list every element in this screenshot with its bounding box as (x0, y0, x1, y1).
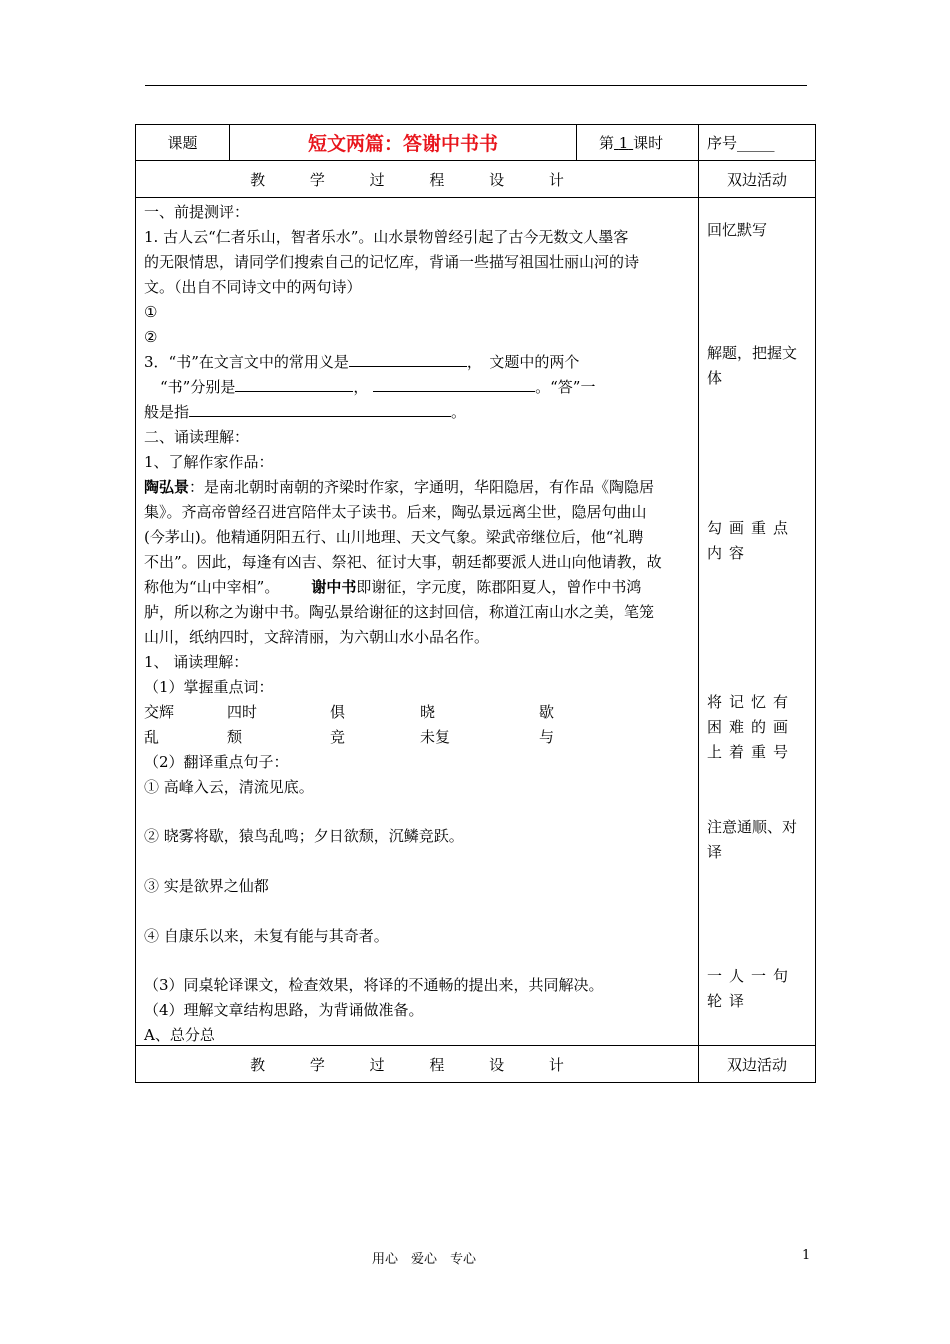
topic-label: 课题 (167, 134, 198, 152)
keyword: 俱 (330, 703, 346, 721)
q1-line1: 1. 古人云“仁者乐山，智者乐水”。山水景物曾经引起了古今无数文人墨客 (144, 228, 629, 246)
q1-line3: 文。（出自不同诗文中的两句诗） (144, 278, 362, 296)
title-cell (230, 125, 577, 160)
lesson-number: 1 (618, 133, 629, 152)
note-title-analysis: 解题，把握文体 (707, 344, 798, 387)
sentence-4: ④ 自康乐以来，未复有能与其奇者。 (144, 927, 389, 945)
activity-heading-cell (699, 161, 815, 197)
part2-heading: 二、诵读理解： (144, 428, 250, 446)
keyword: 晓 (420, 703, 436, 721)
blank-da-meaning[interactable] (189, 403, 451, 417)
sentence-3: ③ 实是欲界之仙都 (144, 877, 269, 895)
author-intro-6: 胪，所以称之为谢中书。陶弘景给谢征的这封回信，称道江南山水之美，笔笼 (144, 603, 655, 621)
recipient-name: 谢中书 (311, 578, 357, 596)
author-intro-1: 陶弘景：是南北朝时南朝的齐梁时作家，字通明，华阳隐居，有作品《陶隐居 (144, 478, 655, 496)
sentence-2: ② 晓雾将歇，猿鸟乱鸣；夕日欲颓，沉鳞竞跃。 (144, 827, 464, 845)
structure-step: （4）理解文章结构思路，为背诵做准备。 (144, 1001, 424, 1019)
keyword: 歇 (539, 703, 555, 721)
q1-line2: 的无限情思，请同学们搜索自己的记忆库，背诵一些描写祖国壮丽山河的诗 (144, 253, 640, 271)
author-intro-7: 山川，纸纳四时，文辞清丽，为六朝山水小品名作。 (144, 628, 490, 646)
author-intro-4: 不出”。因此，每逢有凶吉、祭祀、征讨大事，朝廷都要派人进山向他请教，故 (144, 553, 662, 571)
author-intro-5: 称他为“山中宰相”。 谢中书即谢征，字元度，陈郡阳夏人，曾作中书鸿 (144, 578, 642, 596)
author-intro-3: (今茅山)。他精通阴阳五行、山川地理、天文气象。梁武帝继位后，他“礼聘 (144, 528, 644, 546)
keywords-heading: （1）掌握重点词： (144, 678, 274, 696)
reading-heading: 1、 诵读理解： (144, 653, 249, 671)
blank-title-shu-2[interactable] (373, 378, 535, 392)
blank-title-shu-1[interactable] (235, 378, 353, 392)
lesson-body-row (135, 197, 816, 1046)
lesson-suffix: 课时 (633, 134, 664, 152)
section-heading-row-bottom (135, 1045, 816, 1083)
keyword: 颓 (227, 728, 243, 746)
teaching-content (136, 198, 699, 1045)
note-recall: 回忆默写 (707, 221, 768, 239)
activity-heading: 双边活动 (726, 170, 787, 189)
translate-heading: （2）翻译重点句子： (144, 753, 289, 771)
serial-cell (699, 125, 815, 160)
q3-line1: 3．“书”在文言文中的常用义是 ， 文题中的两个 (144, 353, 580, 371)
keyword: 与 (539, 728, 555, 746)
sentence-1: ① 高峰入云，清流见底。 (144, 778, 314, 796)
note-round-translate: 一人一句轮译 (707, 967, 796, 1010)
note-mark-key: 勾画重点内容 (707, 519, 796, 562)
section-heading-row (135, 160, 816, 198)
activity-notes (699, 198, 815, 1045)
activity-heading-bottom: 双边活动 (726, 1055, 787, 1074)
process-heading-bottom: 教 学 过 程 设 计 (250, 1055, 584, 1074)
lesson-header-row (135, 124, 816, 161)
q3-line2: “书”分别是 ， 。“答”一 (160, 378, 596, 396)
part1-heading: 一、前提测评： (144, 203, 250, 221)
page-number: 1 (802, 1248, 811, 1263)
note-fluency: 注意通顺、对译 (707, 818, 798, 861)
keyword: 乱 (144, 728, 160, 746)
blank-common-meaning[interactable] (349, 353, 467, 367)
lesson-title: 短文两篇：答谢中书书 (307, 133, 498, 155)
process-heading: 教 学 过 程 设 计 (250, 170, 584, 189)
lesson-count-cell (577, 125, 699, 160)
topic-label-cell (136, 125, 230, 160)
answer-slot-1: ① (144, 303, 158, 321)
keyword: 未复 (420, 728, 451, 746)
process-heading-cell-bottom (136, 1046, 699, 1082)
structure-type: A、总分总 (144, 1026, 215, 1044)
lesson-prefix: 第 (599, 134, 615, 152)
header-rule (145, 85, 807, 86)
author-name: 陶弘景 (144, 478, 190, 496)
activity-heading-cell-bottom (699, 1046, 815, 1082)
answer-slot-2: ② (144, 328, 158, 346)
footer-motto: 用心 爱心 专心 (372, 1252, 477, 1267)
author-heading: 1、了解作家作品： (144, 453, 274, 471)
q3-line3: 般是指 。 (144, 403, 467, 421)
keyword: 竞 (330, 728, 346, 746)
note-emphasis: 将记忆有困难的画上着重号 (707, 693, 796, 761)
author-intro-2: 集》。齐高帝曾经召进宫陪伴太子读书。后来，陶弘景远离尘世，隐居句曲山 (144, 503, 647, 521)
keyword: 四时 (227, 703, 258, 721)
serial-label: 序号_____ (707, 134, 775, 152)
pair-translate-step: （3）同桌轮译课文，检查效果，将译的不通畅的提出来，共同解决。 (144, 976, 604, 994)
process-heading-cell (136, 161, 699, 197)
keyword: 交辉 (144, 703, 175, 721)
